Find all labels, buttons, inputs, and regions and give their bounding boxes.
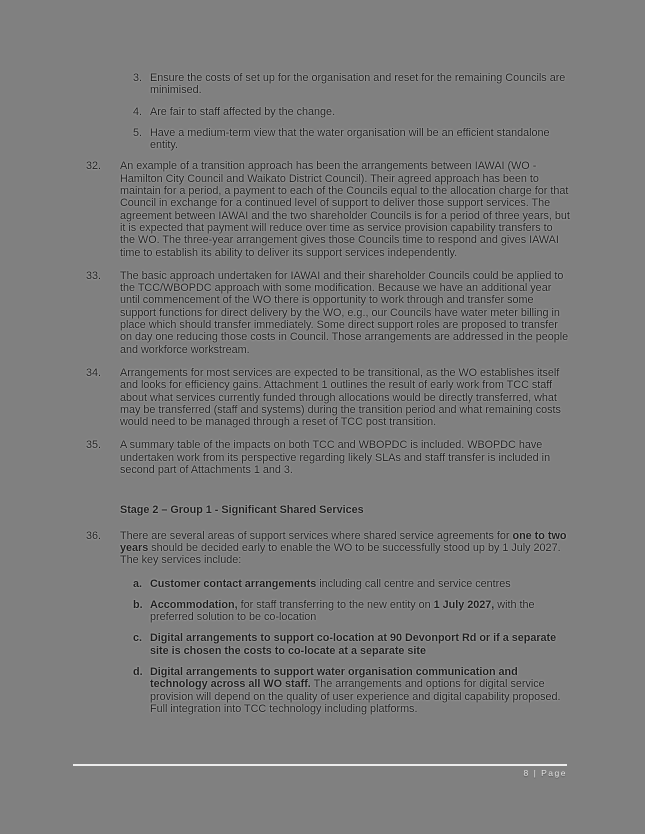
paragraph-item bbox=[86, 106, 570, 118]
paragraph-item bbox=[86, 127, 570, 152]
paragraph-text: Have a medium-term view that the water organisation will be an efficient standalone entity. bbox=[150, 126, 550, 152]
footer-divider bbox=[73, 764, 567, 766]
paragraph-item bbox=[86, 270, 570, 356]
paragraph-text: An example of a transition approach has been the arrangements between IAWAI (WO - Hamilton City Council and Waikato District Council). Their agreed approach has been to maintain for a period, a payment to each of the Councils equal to the allocation charge for that Council in exchange for a continued level of support to deliver those support services. The agreement between IAWAI and the two shareholder Councils is for a period of three years, but it is expected that payment will reduce over time as service provision capability transfers to the WO. The three-year arrangement gives those Councils time to respond and gives IAWAI time to establish its ability to deliver its support services independently. bbox=[120, 160, 570, 259]
list-marker: c. bbox=[133, 632, 143, 645]
list-marker: 5. bbox=[133, 126, 143, 139]
paragraph-text: Customer contact arrangements including call centre and service centres bbox=[150, 577, 511, 590]
list-marker: 32. bbox=[86, 160, 102, 173]
paragraph-item bbox=[86, 439, 570, 476]
paragraph-item bbox=[86, 578, 570, 590]
paragraph-item bbox=[86, 666, 570, 715]
paragraph-item bbox=[86, 72, 570, 97]
list-marker: 3. bbox=[133, 72, 143, 84]
paragraph-text: Are fair to staff affected by the change. bbox=[150, 105, 336, 118]
paragraph-item bbox=[86, 632, 570, 657]
paragraph-item bbox=[86, 160, 570, 258]
document-content bbox=[86, 72, 570, 724]
list-marker: 34. bbox=[86, 366, 102, 379]
paragraph-text: Digital arrangements to support water organisation communication and technology across all WO staff. The arrangements and options for digital service provision will depend on the quality of user experience and digital capability proposed. Full integration into TCC technology including platforms. bbox=[150, 665, 561, 715]
paragraph-text: The basic approach undertaken for IAWAI and their shareholder Councils could be applied to the TCC/WBOPDC approach with some modification. Because we have an additional year until commencement of the WO there is opportunity to work through and transfer some support functions for direct delivery by the WO, e.g., our Councils have water meter billing in place which should transfer immediately. Some direct support roles are proposed to transfer on day one reducing those costs in Council. Those arrangements are addressed in the people and workforce workstream. bbox=[120, 269, 569, 356]
list-marker: 36. bbox=[86, 529, 102, 542]
list-marker: a. bbox=[133, 577, 143, 590]
list-marker: d. bbox=[133, 665, 143, 678]
paragraph-text: A summary table of the impacts on both TCC and WBOPDC is included. WBOPDC have undertaken work from its perspective regarding likely SLAs and staff transfer is included in second part of Attachments 1 and 3. bbox=[120, 439, 551, 477]
paragraph-item bbox=[86, 367, 570, 428]
list-marker: 33. bbox=[86, 269, 102, 282]
paragraph-text: Accommodation, for staff transferring to the new entity on 1 July 2027, with the preferred solution to be co-location bbox=[150, 598, 535, 624]
section-heading: Stage 2 – Group 1 - Significant Shared Services bbox=[120, 504, 364, 517]
paragraph-text: Ensure the costs of set up for the organisation and reset for the remaining Councils are minimised. bbox=[150, 72, 566, 97]
list-marker: 35. bbox=[86, 439, 102, 452]
paragraph-item bbox=[86, 599, 570, 624]
list-marker: 4. bbox=[133, 105, 143, 118]
paragraph-item bbox=[86, 530, 570, 567]
paragraph-text: Arrangements for most services are expected to be transitional, as the WO establishes itself and looks for efficiency gains. Attachment 1 outlines the result of early work from TCC staff about what services currently funded through allocations would be directly transferred, what may be transferred (staff and systems) during the transition period and what remaining costs would need to be managed through a reset of TCC post transition. bbox=[120, 366, 561, 429]
page-number: 8 | Page bbox=[523, 768, 567, 778]
paragraph-text: There are several areas of support services where shared service agreements for one to two years should be decided early to enable the WO to be successfully stood up by 1 July 2027. The key services include: bbox=[120, 529, 567, 567]
list-marker: b. bbox=[133, 598, 143, 611]
paragraph-text: Digital arrangements to support co-location at 90 Devonport Rd or if a separate site is chosen the costs to co-locate at a separate site bbox=[150, 632, 557, 657]
